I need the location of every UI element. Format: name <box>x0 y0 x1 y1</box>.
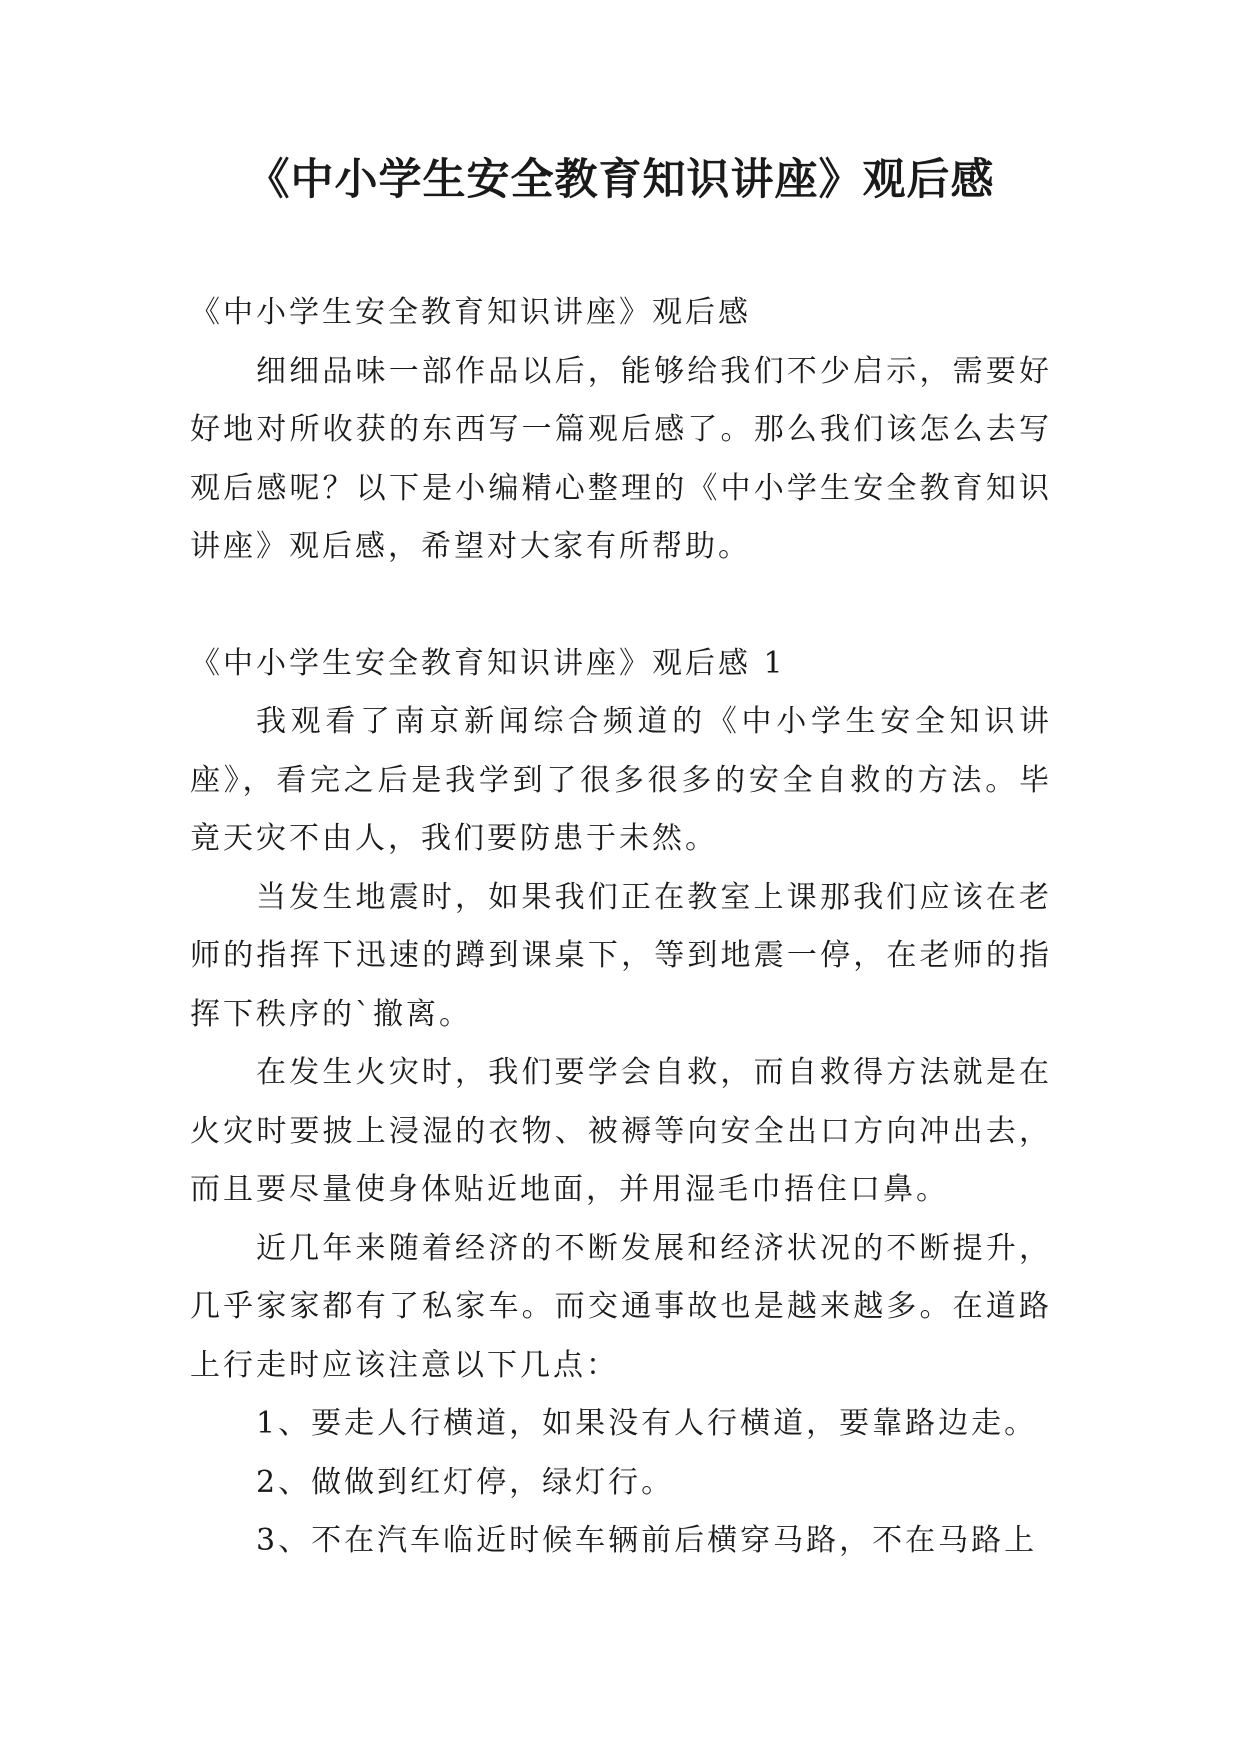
document-title: 《中小学生安全教育知识讲座》观后感 <box>246 155 995 205</box>
list-item: 2、做做到红灯停，绿灯行。 <box>256 1464 675 1500</box>
intro-paragraph: 细细品味一部作品以后，能够给我们不少启示，需要好好地对所收获的东西写一篇观后感了。那么我们该怎么去写观后感呢？以下是小编精心整理的《中小学生安全教育知识讲座》观后感，希望对大家有所帮助。 <box>190 353 1052 564</box>
paragraph: 近几年来随着经济的不断发展和经济状况的不断提升，几乎家家都有了私家车。而交通事故也是越来越多。在道路上行走时应该注意以下几点： <box>190 1230 1052 1383</box>
paragraph: 在发生火灾时，我们要学会自救，而自救得方法就是在火灾时要披上浸湿的衣物、被褥等向安全出口方向冲出去，而且要尽量使身体贴近地面，并用湿毛巾捂住口鼻。 <box>190 1055 1052 1207</box>
intro-heading: 《中小学生安全教育知识讲座》观后感 <box>190 295 751 330</box>
section-heading: 《中小学生安全教育知识讲座》观后感 1 <box>190 645 786 681</box>
section-spacer <box>190 577 1052 635</box>
list-item: 3、不在汽车临近时候车辆前后横穿马路，不在马路上 <box>256 1523 1038 1558</box>
list-item: 1、要走人行横道，如果没有人行横道，要靠路边走。 <box>256 1406 1038 1441</box>
paragraph: 我观看了南京新闻综合频道的《中小学生安全知识讲座》，看完之后是我学到了很多很多的安全自救的方法。毕竟天灾不由人，我们要防患于未然。 <box>190 704 1052 856</box>
paragraph: 当发生地震时，如果我们正在教室上课那我们应该在老师的指挥下迅速的蹲到课桌下，等到地震一停，在老师的指挥下秩序的`撤离。 <box>190 879 1052 1032</box>
document-body <box>190 284 1052 1571</box>
